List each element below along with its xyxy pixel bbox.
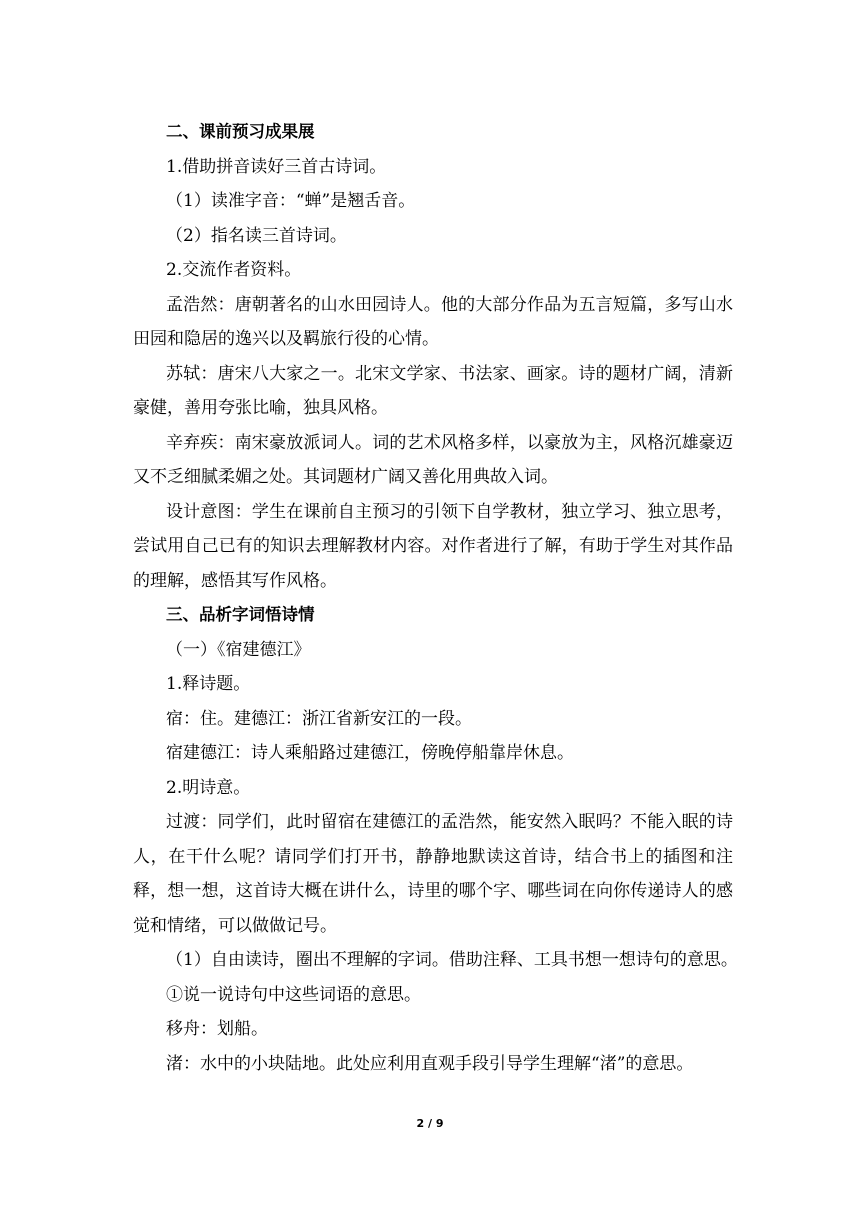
paragraph-xin-qiji: 辛弃疾：南宋豪放派词人。词的艺术风格多样，以豪放为主，风格沉雄豪迈又不乏细腻柔媚之处。其词题材广阔又善化用典故入词。 (133, 432, 733, 487)
item-read-pinyin: 1.借助拼音读好三首古诗词。 (166, 156, 387, 177)
subitem-free-reading: （1）自由读诗，圈出不理解的字词。借助注释、工具书想一想诗句的意思。 (166, 950, 738, 970)
subitem-pronunciation: （1）读准字音：“蝉”是翘舌音。 (166, 191, 416, 211)
definition-yizhou: 移舟：划船。 (166, 1019, 268, 1039)
subitem-word-meaning: ①说一说诗句中这些词语的意思。 (166, 984, 421, 1005)
paragraph-design-intent: 设计意图：学生在课前自主预习的引领下自学教材，独立学习、独立思考，尝试用自己已有的知识去理解教材内容。对作者进行了解，有助于学生对其作品的理解，感悟其写作风格。 (133, 501, 733, 591)
item-explain-title: 1.释诗题。 (166, 674, 251, 694)
page-number: 2 / 9 (416, 1117, 444, 1130)
document-body (133, 115, 738, 1081)
item-author-info: 2.交流作者资料。 (166, 260, 302, 280)
paragraph-su-shi: 苏轼：唐宋八大家之一。北宋文学家、书法家、画家。诗的题材广阔，清新豪健，善用夸张比喻，独具风格。 (133, 363, 733, 418)
section-heading-analysis: 三、品析字词悟诗情 (166, 605, 315, 624)
subsection-poem-title: （一）《宿建德江》 (166, 639, 311, 660)
paragraph-transition: 过渡：同学们，此时留宿在建德江的孟浩然，能安然入眠吗？不能入眠的诗人，在干什么呢？请同学们打开书，静静地默读这首诗，结合书上的插图和注释，想一想，这首诗大概在讲什么，诗里的哪个字、哪些词在向你传递诗人的感觉和情绪，可以做做记号。 (133, 812, 733, 936)
subitem-read-aloud: （2）指名读三首诗词。 (166, 225, 347, 246)
paragraph-meng-haoran: 孟浩然：唐朝著名的山水田园诗人。他的大部分作品为五言短篇，多写山水田园和隐居的逸兴以及羁旅行役的心情。 (133, 294, 733, 349)
definition-zhu: 渚：水中的小块陆地。此处应利用直观手段引导学生理解“渚”的意思。 (166, 1053, 694, 1074)
item-poem-meaning: 2.明诗意。 (166, 777, 251, 798)
section-heading-preview: 二、课前预习成果展 (166, 122, 315, 141)
definition-title: 宿建德江：诗人乘船路过建德江，傍晚停船靠岸休息。 (166, 743, 574, 763)
definition-su: 宿：住。建德江：浙江省新安江的一段。 (166, 708, 472, 729)
